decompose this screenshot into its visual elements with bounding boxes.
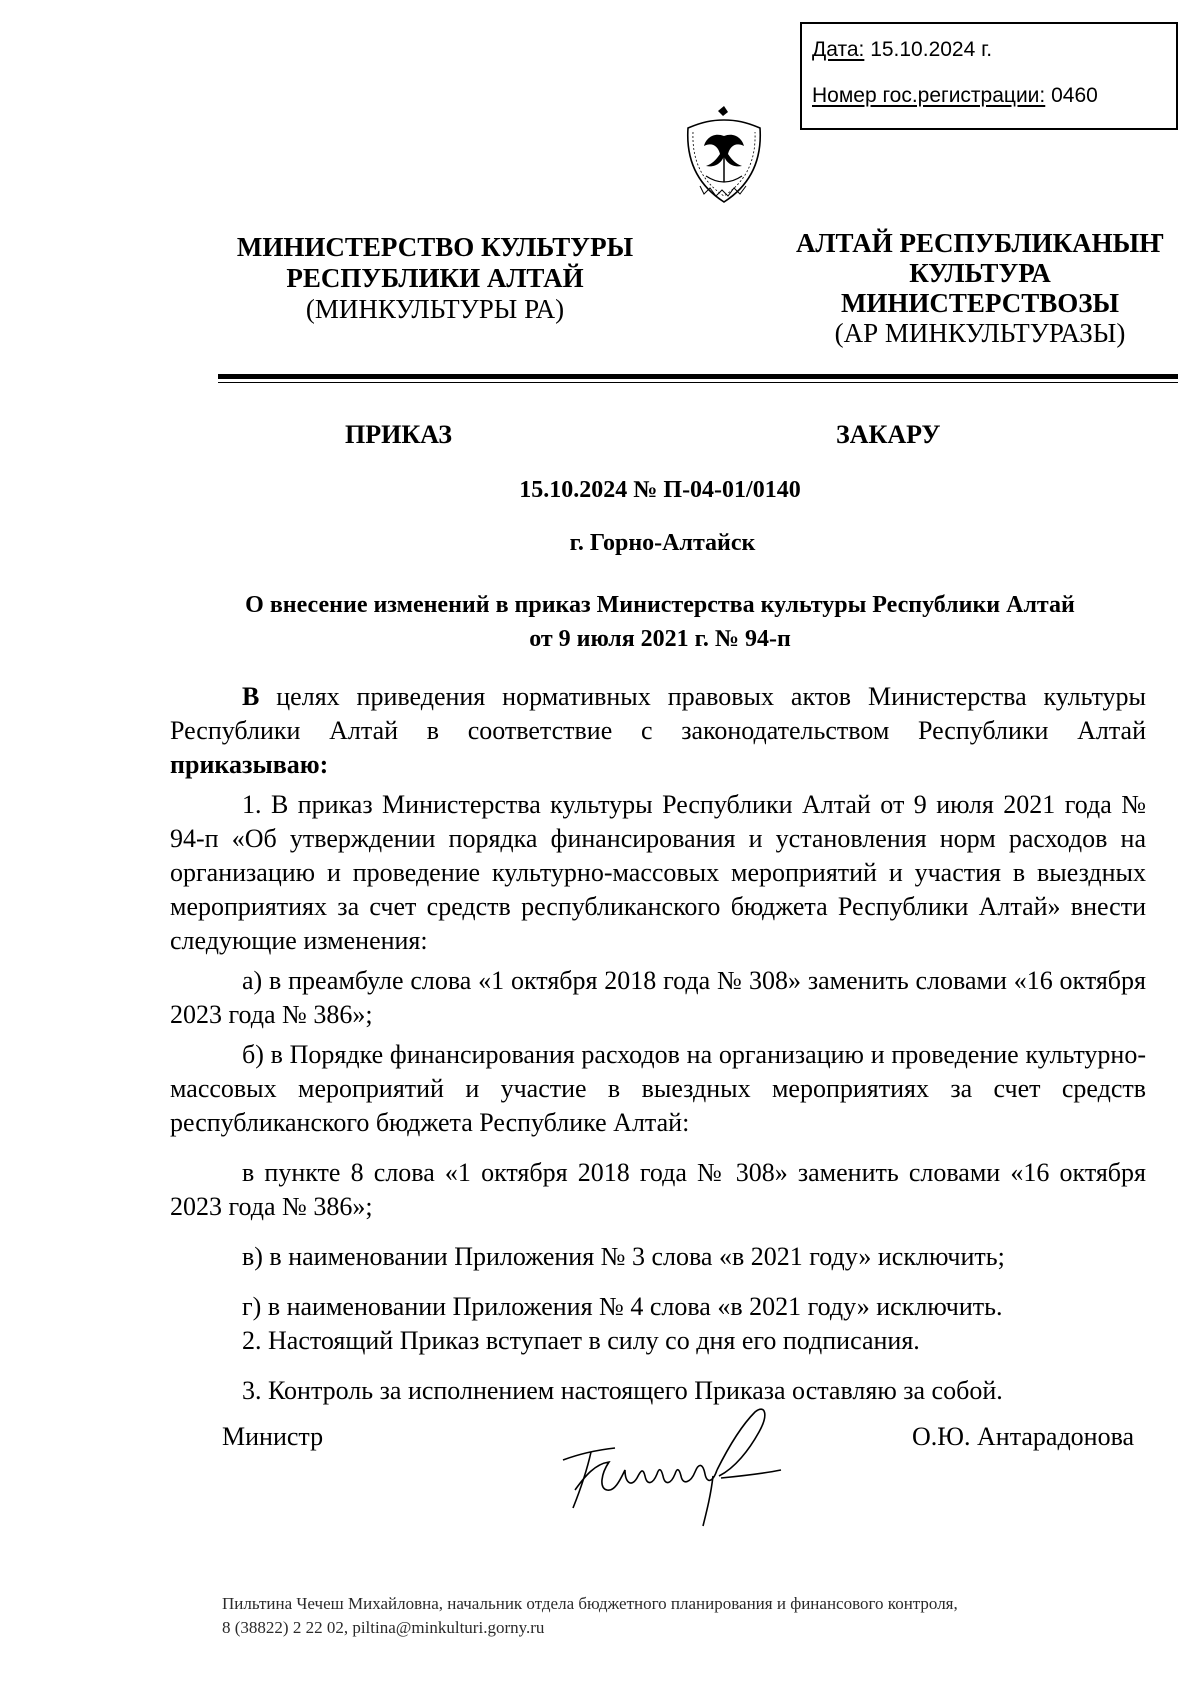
coat-of-arms-icon [666,102,782,208]
signatory-title: Министр [222,1422,324,1451]
clause-1d: г) в наименовании Приложения № 4 слова «в 2021 году» исключить. [242,1292,1003,1321]
header-divider-thin [218,382,1178,383]
signatory-name: О.Ю. Антарадонова [912,1422,1135,1451]
registration-number: Номер гос.регистрации: 0460 [812,84,1098,107]
doc-city: г. Горно-Алтайск [569,530,756,556]
doc-number: 15.10.2024 № П-04-01/0140 [519,477,801,503]
executor-contact: Пильтина Чечеш Михайловна, начальник отдела бюджетного планирования и финансового контроля, 8 (38822) 2 22 02, piltina@minkulturi.gorny.ru [222,1594,958,1637]
ministry-name-altai: АЛТАЙ РЕСПУБЛИКАНЫҤ КУЛЬТУРА МИНИСТЕРСТВОЗЫ (АР МИНКУЛЬТУРАЗЫ) [795,228,1165,348]
order-body [170,680,1146,1408]
doc-subject: О внесение изменений в приказ Министерства культуры Республики Алтай от 9 июля 2021 г. № 94-п [245,592,1075,652]
clause-1b: б) в Порядке финансирования расходов на организацию и проведение культурно-массовых мероприятий и участие в выездных мероприятиях за счет средств республиканского бюджета Республике Алтай: [170,1040,1146,1137]
clause-2: 2. Настоящий Приказ вступает в силу со дня его подписания. [242,1326,920,1355]
registration-stamp [800,22,1178,130]
clause-1c: в) в наименовании Приложения № 3 слова «в 2021 году» исключить; [242,1242,1005,1271]
doc-type-russian: ПРИКАЗ [345,420,453,449]
clause-1a: а) в преамбуле слова «1 октября 2018 года № 308» заменить словами «16 октября 2023 года № 386»; [170,966,1146,1029]
registration-date: Дата: 15.10.2024 г. [812,38,993,61]
clause-1b-item: в пункте 8 слова «1 октября 2018 года № 308» заменить словами «16 октября 2023 года № 386»; [170,1158,1146,1221]
handwritten-signature [545,1398,825,1533]
intro-paragraph: В целях приведения нормативных правовых актов Министерства культуры Республики Алтай в соответствие с законодательством Республики Алтай приказываю: [170,682,1146,779]
header-divider [218,374,1178,379]
doc-type-altai: ЗАКАРУ [836,420,941,449]
clause-1: 1. В приказ Министерства культуры Республики Алтай от 9 июля 2021 года № 94-п «Об утверждении порядка финансирования и установления норм расходов на организацию и проведение культурно-массовых мероприятий и участия в выездных мероприятиях за счет средств республиканского бюджета Республики Алтай» внести следующие изменения: [170,790,1146,955]
clause-3: 3. Контроль за исполнением настоящего Приказа оставляю за собой. [242,1376,1003,1405]
ministry-name-russian: МИНИСТЕРСТВО КУЛЬТУРЫ РЕСПУБЛИКИ АЛТАЙ (МИНКУЛЬТУРЫ РА) [236,232,634,324]
